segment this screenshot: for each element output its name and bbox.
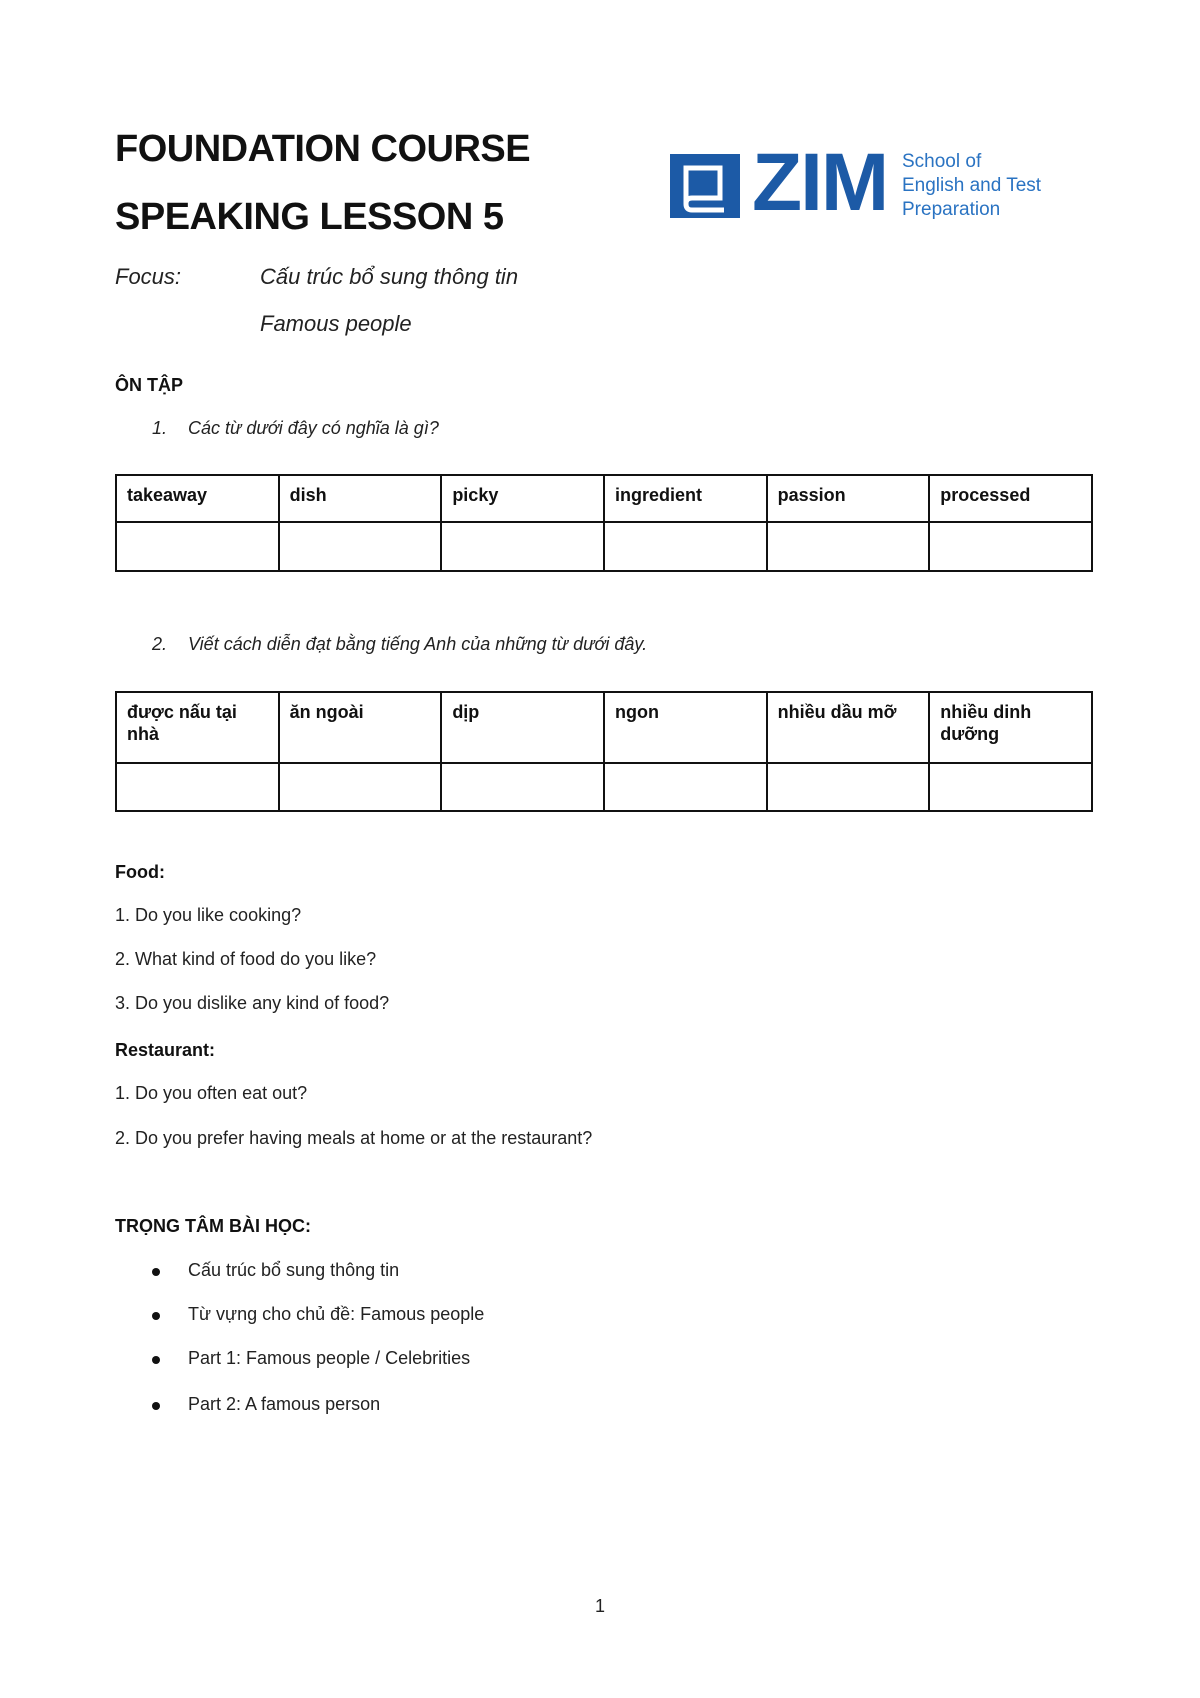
vocab-meaning-table: [115, 474, 1093, 572]
answer-cell[interactable]: [279, 763, 442, 811]
list-item-text: Từ vựng cho chủ đề: Famous people: [188, 1304, 485, 1324]
answer-cell[interactable]: [279, 522, 442, 571]
answer-cell[interactable]: [767, 763, 930, 811]
answer-cell[interactable]: [929, 522, 1092, 571]
restaurant-question: 1. Do you often eat out?: [115, 1083, 308, 1103]
bullet-icon: [152, 1312, 160, 1320]
answer-cell[interactable]: [604, 522, 767, 571]
question-1-number: 1.: [152, 418, 168, 438]
table-header-cell: takeaway: [116, 475, 279, 522]
table-header-cell: nhiều dinh dưỡng: [929, 692, 1092, 763]
english-expression-table: [115, 691, 1093, 812]
logo-tagline-line: School of: [902, 151, 982, 172]
food-heading: Food:: [115, 862, 165, 882]
table-header-cell: được nấu tại nhà: [116, 692, 279, 763]
restaurant-heading: Restaurant:: [115, 1040, 216, 1060]
list-item-text: Part 1: Famous people / Celebrities: [188, 1348, 471, 1368]
list-item-text: Cấu trúc bổ sung thông tin: [188, 1260, 400, 1280]
logo-wordmark: ZIM: [752, 137, 888, 228]
question-1-text: Các từ dưới đây có nghĩa là gì?: [188, 418, 439, 438]
question-2-number: 2.: [152, 634, 168, 654]
answer-cell[interactable]: [929, 763, 1092, 811]
list-item-text: Part 2: A famous person: [188, 1394, 381, 1414]
answer-cell[interactable]: [116, 763, 279, 811]
lesson-focus-heading: TRỌNG TÂM BÀI HỌC:: [115, 1216, 311, 1236]
table-header-cell: dịp: [441, 692, 604, 763]
answer-cell[interactable]: [441, 763, 604, 811]
focus-line: Cấu trúc bổ sung thông tin: [260, 264, 519, 289]
lesson-title: SPEAKING LESSON 5: [115, 196, 504, 238]
bullet-icon: [152, 1402, 160, 1410]
table-header-cell: processed: [929, 475, 1092, 522]
logo-tagline-line: Preparation: [902, 199, 1001, 220]
food-question: 1. Do you like cooking?: [115, 905, 302, 925]
course-title: FOUNDATION COURSE: [115, 128, 531, 170]
table-header-cell: ngon: [604, 692, 767, 763]
book-icon: [670, 154, 740, 218]
focus-line: Famous people: [260, 311, 412, 336]
food-question: 2. What kind of food do you like?: [115, 949, 377, 969]
answer-cell[interactable]: [441, 522, 604, 571]
table-header-cell: ingredient: [604, 475, 767, 522]
answer-cell[interactable]: [604, 763, 767, 811]
table-header-cell: ăn ngoài: [279, 692, 442, 763]
review-heading: ÔN TẬP: [115, 375, 184, 395]
page-number: 1: [594, 1596, 605, 1616]
table-header-cell: passion: [767, 475, 930, 522]
focus-label: Focus:: [115, 264, 182, 289]
logo-tagline-line: English and Test: [902, 175, 1042, 196]
restaurant-question: 2. Do you prefer having meals at home or at the restaurant?: [115, 1128, 593, 1148]
answer-cell[interactable]: [767, 522, 930, 571]
bullet-icon: [152, 1268, 160, 1276]
table-header-cell: dish: [279, 475, 442, 522]
table-header-cell: picky: [441, 475, 604, 522]
table-header-cell: nhiều dầu mỡ: [767, 692, 930, 763]
zim-logo: [670, 137, 1090, 228]
bullet-icon: [152, 1356, 160, 1364]
answer-cell[interactable]: [116, 522, 279, 571]
logo-tagline: [902, 150, 1041, 222]
food-question: 3. Do you dislike any kind of food?: [115, 993, 390, 1013]
question-2-text: Viết cách diễn đạt bằng tiếng Anh của những từ dưới đây.: [188, 634, 648, 654]
